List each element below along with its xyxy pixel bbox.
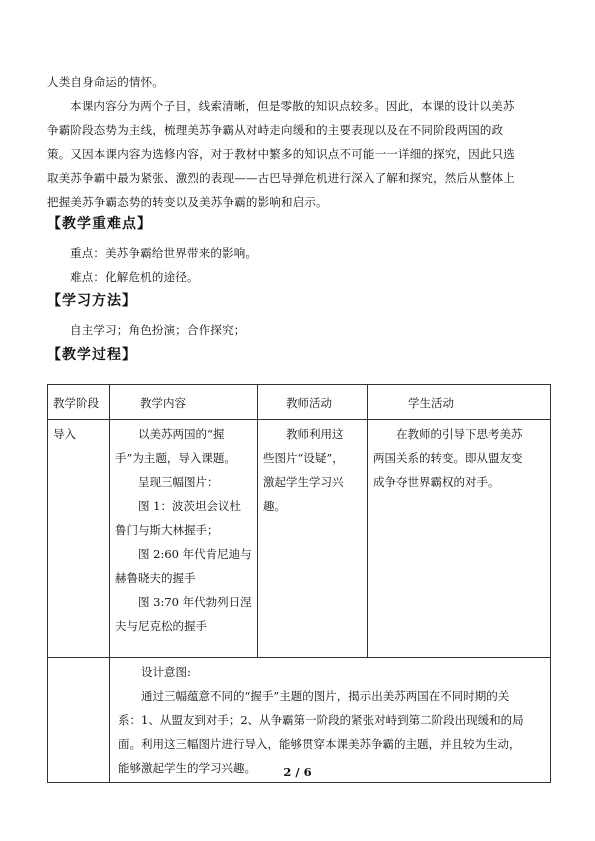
intro-line-4: 策。又因本课内容为选修内容，对于教材中繁多的知识点不可能一一详细的探究，因此只选 [47,147,515,161]
table-header-row [48,385,551,420]
design-intent-line: 通过三幅蕴意不同的“握手”主题的图片，揭示出美苏两国在不同时期的关 [141,689,510,703]
intro-line-6: 把握美苏争霸态势的转变以及美苏争霸的影响和启示。 [47,195,328,209]
header-stage: 教学阶段 [48,385,110,420]
header-content: 教学内容 [110,385,258,420]
content-line: 赫鲁晓夫的握手 [115,571,196,585]
teaching-process-table [47,384,551,783]
header-teacher: 教师活动 [258,385,368,420]
teacher-line: 些图片“设疑”， [263,451,344,465]
design-intent-cell [110,658,551,783]
table-row [48,658,551,783]
intro-line-5: 取美苏争霸中最为紧张、激烈的表现——古巴导弹危机进行深入了解和探究，然后从整体上 [47,171,515,185]
content-line: 以美苏两国的“握 [138,427,225,441]
content-line: 图 3:70 年代勃列日涅 [138,595,252,609]
design-intent-title: 设计意图: [141,665,191,679]
header-student: 学生活动 [368,385,551,420]
student-cell [368,420,551,658]
methods-line: 自主学习；角色扮演；合作探究； [70,323,246,337]
intro-line-1: 人类自身命运的情怀。 [47,75,164,89]
difficult-point-line: 难点：化解危机的途径。 [70,270,199,284]
design-intent-line: 系：1、从盟友到对手；2、从争霸第一阶段的紧张对峙到第二阶段出现缓和的局 [118,713,524,727]
student-line: 在教师的引导下思考美苏 [396,427,523,441]
teacher-line: 趣。 [263,499,286,513]
content-line: 呈现三幅图片： [138,475,219,489]
design-intent-line: 能够激起学生的学习兴趣。 [118,761,256,775]
student-line: 两国关系的转变。即从盟友变 [373,451,523,465]
section-title-methods: 【学习方法】 [47,293,137,309]
content-line: 图 1：波茨坦会议杜 [138,499,241,513]
content-line: 夫与尼克松的握手 [115,619,207,633]
content-line: 鲁门与斯大林握手； [115,523,219,537]
student-line: 成争夺世界霸权的对手。 [373,475,500,489]
section-title-process: 【教学过程】 [47,347,137,363]
teacher-line: 教师利用这 [286,427,344,441]
content-line: 图 2:60 年代肯尼迪与 [138,547,252,561]
key-point-line: 重点：美苏争霸给世界带来的影响。 [70,246,258,260]
teacher-cell [258,420,368,658]
teacher-line: 激起学生学习兴 [263,475,344,489]
section-title-key-points: 【教学重难点】 [47,216,152,232]
content-cell [110,420,258,658]
stage-cell: 导入 [48,420,110,658]
content-line: 手”为主题，导入课题。 [115,451,236,465]
table-row [48,420,551,658]
empty-stage-cell [48,658,110,783]
intro-line-3: 争霸阶段态势为主线，梳理美苏争霸从对峙走向缓和的主要表现以及在不同阶段两国的政 [47,123,504,137]
intro-line-2: 本课内容分为两个子目，线索清晰，但是零散的知识点较多。因此，本课的设计以美苏 [70,99,515,113]
page-number: 2 / 6 [283,765,312,779]
design-intent-line: 面。利用这三幅图片进行导入，能够贯穿本课美苏争霸的主题，并且较为生动， [118,737,521,751]
